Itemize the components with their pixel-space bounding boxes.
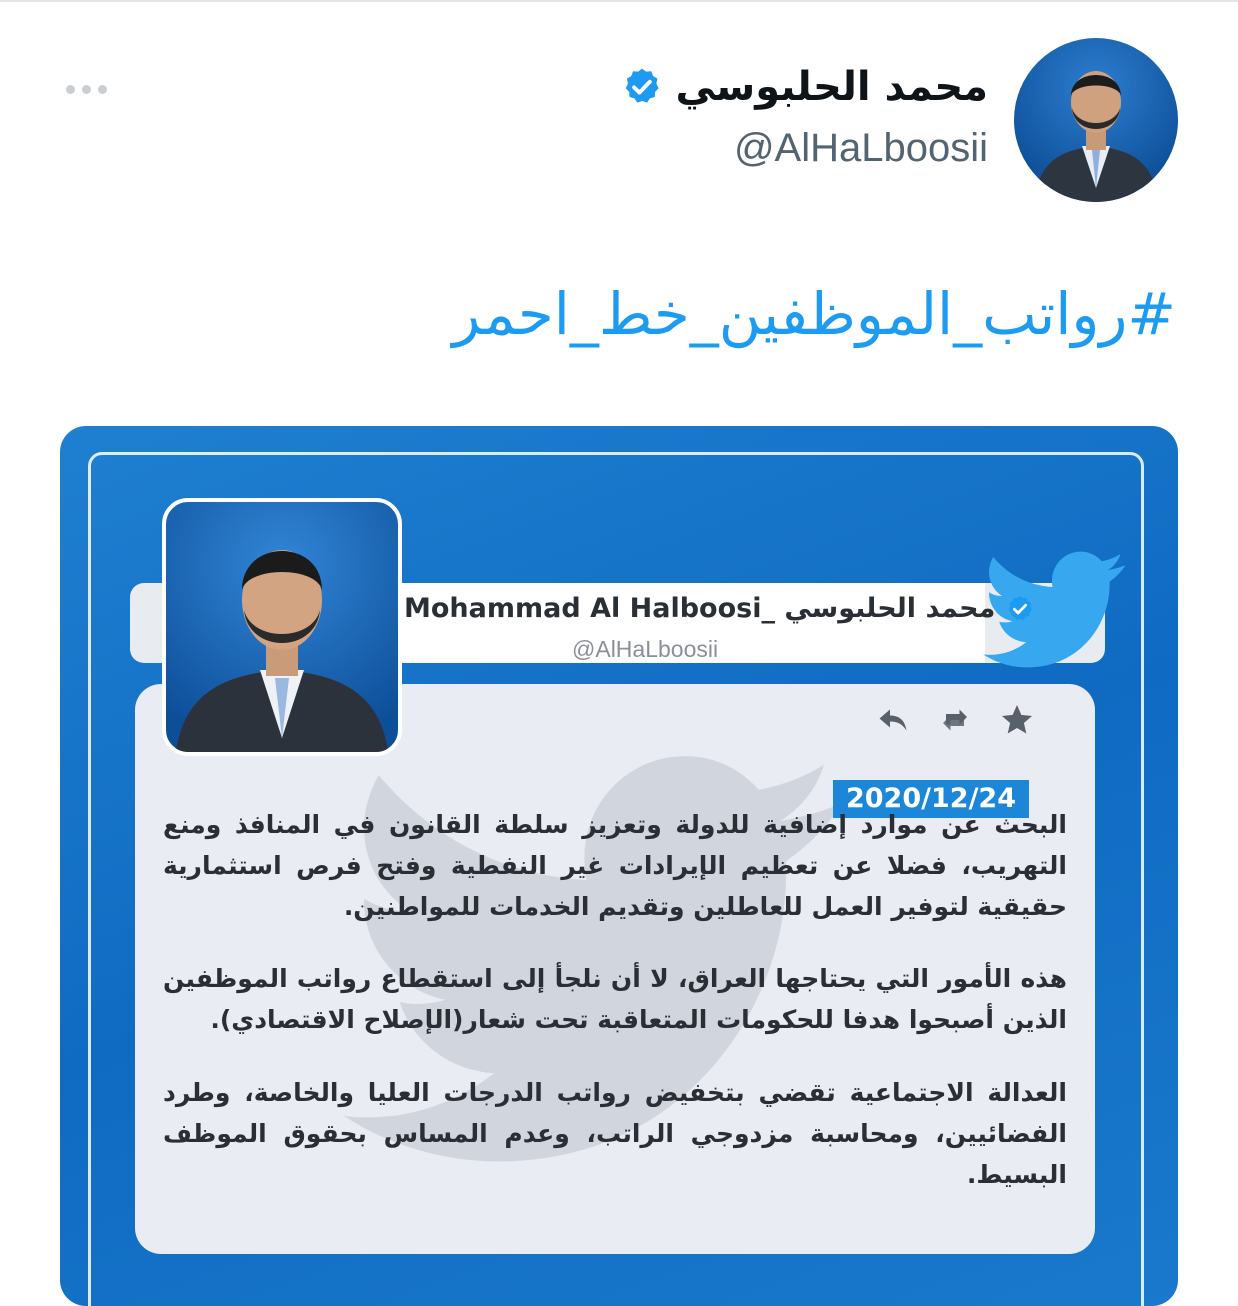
avatar[interactable] xyxy=(1014,38,1178,202)
hashtag-link[interactable]: #رواتب_الموظفين_خط_احمر xyxy=(452,280,1176,348)
card-text-panel xyxy=(135,684,1095,1254)
more-icon xyxy=(66,85,75,94)
reply-icon xyxy=(875,702,911,738)
retweet-icon xyxy=(937,702,973,738)
star-icon xyxy=(999,702,1035,738)
card-author-name: Mohammad Al Halboosi_ محمد الحلبوسي xyxy=(404,593,1035,624)
card-paragraph-2: هذه الأمور التي يحتاجها العراق، لا أن نلجأ إلى استقطاع رواتب الموظفين الذين أصبحوا هدفا للحكومات المتعاقبة تحت شعار(الإصلاح الاقتصادي). xyxy=(163,964,1067,1034)
top-divider xyxy=(0,0,1238,2)
verified-icon xyxy=(1005,594,1035,624)
card-action-icons xyxy=(875,702,1035,738)
tweet-date: 2020/12/24 xyxy=(833,780,1029,818)
display-name[interactable] xyxy=(621,64,988,110)
verified-icon xyxy=(621,66,663,108)
display-name-text: محمد الحلبوسي xyxy=(675,64,988,110)
card-author-photo xyxy=(162,498,402,756)
card-author-handle: @AlHaLboosii xyxy=(572,636,719,662)
more-options-button[interactable] xyxy=(66,85,107,94)
person-photo xyxy=(166,502,398,752)
person-photo xyxy=(1014,38,1178,202)
card-paragraph-3: العدالة الاجتماعية تقضي بتخفيض رواتب الدرجات العليا والخاصة، وطرد الفضائيين، ومحاسبة مزدوجي الراتب، وعدم المساس بحقوق الموظف البسيط. xyxy=(163,1078,1067,1189)
card-paragraph-1: البحث عن موارد إضافية للدولة وتعزيز سلطة القانون في المنافذ ومنع التهريب، فضلا عن تعظيم الإيرادات غير النفطية وفتح فرص استثمارية حقيقية لتوفير العمل للعاطلين وتقديم الخدمات للمواطنين. xyxy=(163,810,1067,921)
tweet-image-card[interactable] xyxy=(60,426,1178,1306)
user-handle[interactable]: @AlHaLboosii xyxy=(733,126,988,170)
